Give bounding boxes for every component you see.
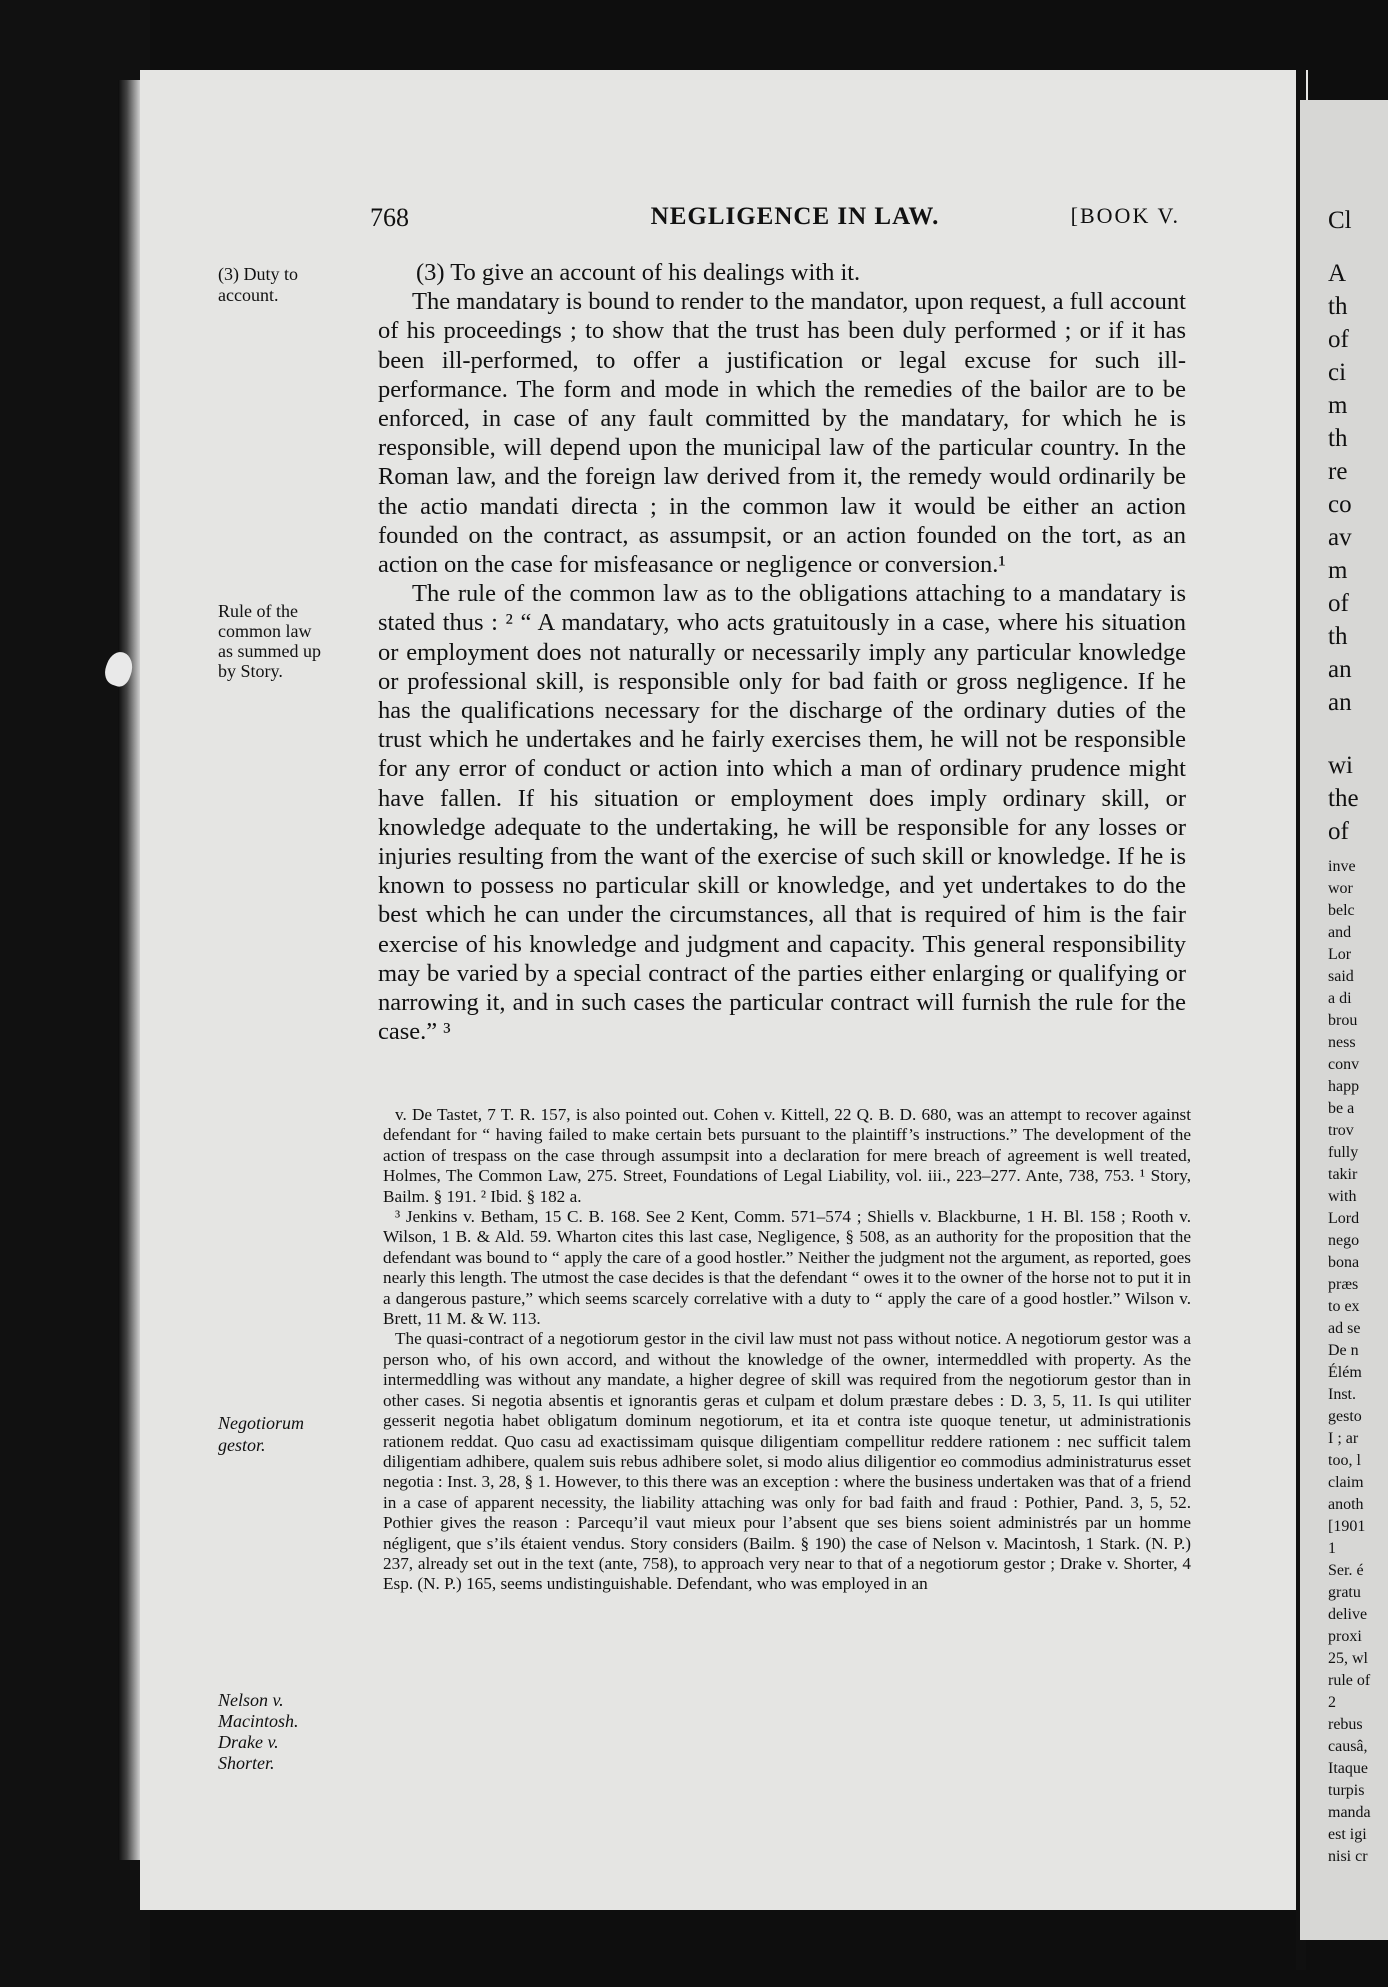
facing-footnote-fragment: too, l [1328,1452,1361,1469]
facing-footnote-fragment: Inst. [1328,1386,1356,1403]
facing-footnote-fragment: Itaque [1328,1760,1368,1777]
footnotes [383,1105,1191,1595]
facing-footnote-fragment: gesto [1328,1408,1362,1425]
facing-footnote-fragment: Lord [1328,1210,1360,1227]
facing-footnote-fragment: conv [1328,1056,1360,1073]
facing-footnote-fragment: belc [1328,902,1355,919]
facing-footnote-fragment: and [1328,924,1352,941]
facing-footnote-fragment: De n [1328,1342,1359,1359]
facing-footnote-fragment: proxi [1328,1628,1362,1645]
book-label: [BOOK V. [1070,203,1180,228]
margin-note-rule-1: Rule of the [218,601,298,621]
margin-note-duty-2: account. [218,285,279,305]
facing-fragment: re [1328,458,1348,485]
facing-footnote-fragment: fully [1328,1144,1359,1161]
facing-footnote-fragment: brou [1328,1012,1358,1029]
facing-footnote-fragment: 25, wl [1328,1650,1368,1667]
facing-footnote-fragment: wor [1328,880,1353,897]
facing-fragment: m [1328,392,1348,419]
facing-footnote-fragment: turpis [1328,1782,1365,1799]
facing-footnote-fragment: Élém [1328,1364,1362,1381]
margin-note-rule-4: by Story. [218,661,283,681]
margin-note-drake-2: Shorter. [218,1753,275,1773]
margin-note-gestor-1: Negotiorum [218,1413,305,1433]
facing-footnote-fragment: ad se [1328,1320,1361,1337]
facing-footnote-fragment: a di [1328,990,1352,1007]
margin-note-rule-2: common law [218,621,312,641]
footnote-negotiorum-gestor: The quasi-contract of a negotiorum gestor in the civil law must not pass without notice. A negotiorum gestor was a person who, of his own accord, and without the knowledge of the owner, intermeddled with property. As the intermeddling was without any mandate, a higher degree of skill was required from the negotiorum gestor than in other cases. Si negotia absentis et ignorantis geras et culpam et dolum præstare debes : D. 3, 5, 11. Is qui utiliter gesserit negotia habet obligatum dominum negotiorum, et ita et contra iste quoque tenetur, ut administrationis rationem reddat. Quo casu ad exactissimam quisque diligentiam compellitur reddere rationem : nec sufficit talem diligentiam adhibere, qualem suis rebus adhibere solet, si modo alius diligentior eo commodius administraturus esset negotia : Inst. 3, 28, § 1. However, to this there was an exception : where the business undertaken was that of a friend in a case of apparent necessity, the liability attaching was only for bad faith and fraud : Pothier, Pand. 3, 5, 52. Pothier gives the reason : Parcequ’il vaut mieux pour l’absent que ses biens soient administrés par un homme négligent, que s’ils étaient vendus. Story considers (Bailm. § 190) the case of Nelson v. Macintosh, 1 Stark. (N. P.) 237, already set out in the text (ante, 758), to approach very near to that of a negotiorum gestor ; Drake v. Shorter, 4 Esp. (N. P.) 165, seems undistinguishable. Defendant, who was employed in an [383,1329,1191,1594]
facing-fragment: th [1328,623,1348,650]
facing-footnote-fragment: est igi [1328,1826,1367,1843]
facing-fragment: co [1328,491,1352,518]
facing-footnote-fragment: be a [1328,1100,1355,1117]
paragraph-story-rule: The rule of the common law as to the obligations attaching to a mandatary is stated thus : ² “ A mandatary, who acts gratuitously in a case, where his situation or employment does not naturally or necessarily imply any particular knowledge or professional skill, is responsible only for bad faith or gross negligence. If he has the qualifications necessary for the discharge of the ordinary duties of the trust which he undertakes and he fairly exercises them, he will not be responsible for any error of conduct or action into which a man of ordinary prudence might have fallen. If his situation or employment does imply ordinary skill, or knowledge adequate to the undertaking, he will be responsible for any losses or injuries resulting from the want of the exercise of such skill or knowledge. If he is known to possess no particular skill or knowledge, and yet undertakes to do the best which he can under the circumstances, all that is required of him is the fair exercise of his knowledge and judgment and capacity. This general responsibility may be varied by a special contract of the parties either enlarging or qualifying or narrowing it, and in such cases the particular contract will furnish the rule for the case.” ³ [378,580,1186,1046]
section-heading: (3) To give an account of his dealings with it. [416,259,861,286]
facing-fragment: an [1328,656,1352,683]
margin-note-drake-1: Drake v. [218,1732,279,1752]
facing-fragment: the [1328,785,1359,812]
facing-footnote-fragment: præs [1328,1276,1359,1293]
facing-footnote-fragment: 2 [1328,1694,1336,1711]
facing-footnote-fragment: manda [1328,1804,1371,1821]
footnote-3: ³ Jenkins v. Betham, 15 C. B. 168. See 2 Kent, Comm. 571–574 ; Shiells v. Blackburne, 1 H. Bl. 158 ; Rooth v. Wilson, 1 B. & Ald. 59. Wharton cites this last case, Negligence, § 508, as an authority for the proposition that the defendant was bound to “ apply the care of a good hostler.” Neither the judgment not the argument, as reported, goes nearly this length. The utmost the case decides is that the defendant “ owes it to the owner of the horse not to put it in a dangerous pasture,” which seems scarcely correlative with a duty to “ apply the care of a good hostler.” Wilson v. Brett, 11 M. & W. 113. [383,1207,1191,1329]
facing-footnote-fragment: Ser. é [1328,1562,1364,1579]
facing-fragment: av [1328,524,1352,551]
margin-note-gestor-2: gestor. [218,1435,266,1455]
margin-note-nelson-2: Macintosh. [218,1711,299,1731]
facing-footnote-fragment: said [1328,968,1354,985]
facing-footnote-fragment: to ex [1328,1298,1360,1315]
page-header [370,203,1220,243]
facing-footnote-fragment: trov [1328,1122,1354,1139]
facing-footnote-fragment: [1901 [1328,1518,1366,1535]
facing-fragment: wi [1328,752,1353,779]
facing-footnote-fragment: takir [1328,1166,1358,1183]
facing-footnote-fragment: bona [1328,1254,1360,1271]
facing-footnote-fragment: gratu [1328,1584,1361,1601]
facing-footnote-fragment: rule of [1328,1672,1371,1689]
paragraph-duty-to-account: The mandatary is bound to render to the mandator, upon request, a full account of his proceedings ; to show that the trust has been duly performed ; or if it has been ill-performed, to offer a justification or legal excuse for such ill-performance. The form and mode in which the remedies of the bailor are to be enforced, in case of any fault committed by the mandatary, for which he is responsible, will depend upon the municipal law of the particular country. In the Roman law, and the foreign law derived from it, the remedy would ordinarily be the actio mandati directa ; in the common law it would be either an action founded on the contract, as assumpsit, or an action founded on the tort, as an action on the case for misfeasance or negligence or conversion.¹ [378,288,1186,579]
facing-footnote-fragment: Lor [1328,946,1352,963]
facing-footnote-fragment: with [1328,1188,1357,1205]
facing-fragment: th [1328,293,1348,320]
page-edge-gradient [118,80,140,1860]
margin-note-rule-3: as summed up [218,641,321,661]
facing-footnote-fragment: anoth [1328,1496,1364,1513]
margin-note-nelson-1: Nelson v. [218,1690,284,1710]
facing-footnote-fragment: causâ, [1328,1738,1368,1755]
facing-fragment: Cl [1328,207,1352,234]
facing-footnote-fragment: ness [1328,1034,1356,1051]
facing-fragment: ci [1328,359,1347,386]
margin-note-duty-1: (3) Duty to [218,264,298,284]
footnote-continued: v. De Tastet, 7 T. R. 157, is also pointed out. Cohen v. Kittell, 22 Q. B. D. 680, was an attempt to recover against defendant for “ having failed to make certain bets pursuant to the plaintiff’s instructions.” The development of the action of trespass on the case through assumpsit into a declaration for mere breach of agreement is well treated, Holmes, The Common Law, 275. Street, Foundations of Legal Liability, vol. iii., 223–277. Ante, 738, 753. ¹ Story, Bailm. § 191. ² Ibid. § 182 a. [383,1105,1191,1206]
facing-footnote-fragment: 1 [1328,1540,1336,1557]
facing-fragment: th [1328,425,1348,452]
facing-fragment: m [1328,557,1348,584]
facing-footnote-fragment: I ; ar [1328,1430,1359,1447]
facing-footnote-fragment: claim [1328,1474,1364,1491]
facing-page-edge [1300,100,1388,1940]
page-number: 768 [370,203,409,232]
facing-fragment: of [1328,590,1349,617]
facing-footnote-fragment: inve [1328,858,1356,875]
facing-footnote-fragment: rebus [1328,1716,1363,1733]
facing-footnote-fragment: nego [1328,1232,1360,1249]
facing-footnote-fragments [1300,856,1388,1868]
facing-footnote-fragment: nisi cr [1328,1848,1368,1865]
facing-fragment: A [1328,260,1347,287]
facing-fragment: of [1328,818,1349,845]
running-title: NEGLIGENCE IN LAW. [650,203,940,230]
main-text [378,258,1186,1046]
facing-fragment: an [1328,689,1352,716]
facing-footnote-fragment: delive [1328,1606,1368,1623]
facing-fragment: of [1328,326,1349,353]
facing-footnote-fragment: happ [1328,1078,1360,1095]
